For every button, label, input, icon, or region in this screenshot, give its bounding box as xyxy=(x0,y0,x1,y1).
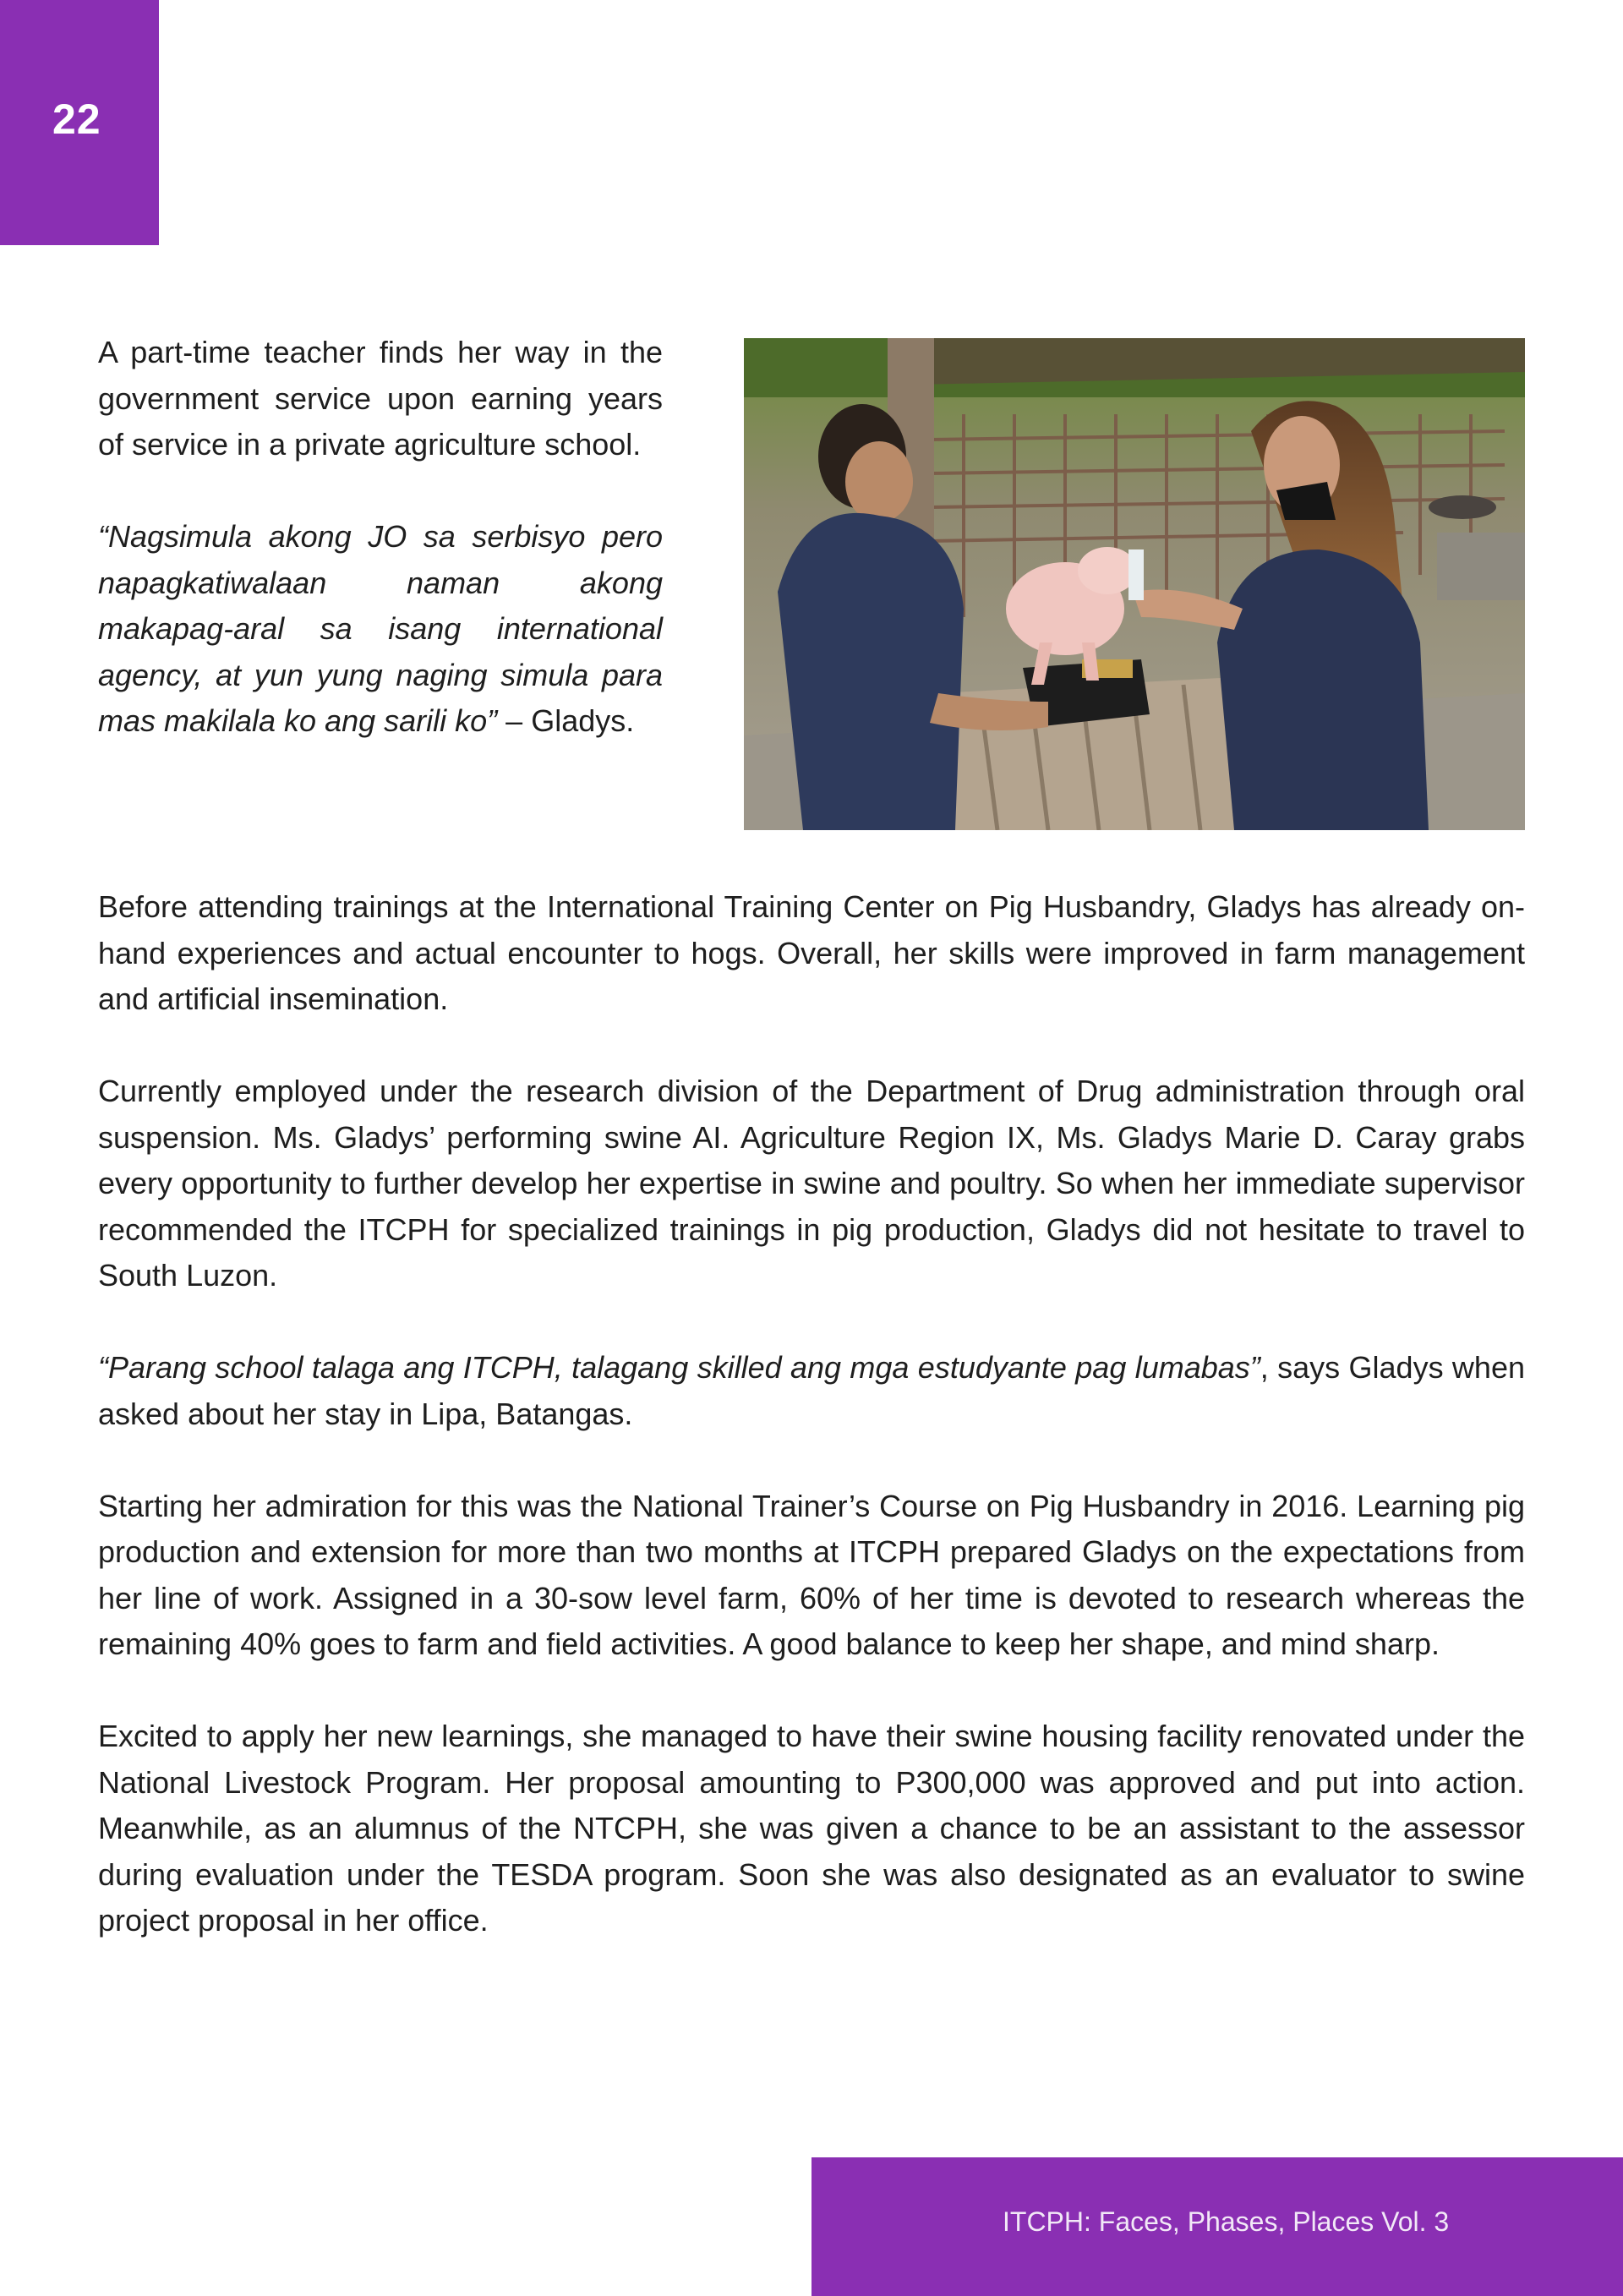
body-paragraph-2: Currently employed under the research division of the Department of Drug administration through oral suspension. Ms. Gladys’ performing swine AI. Agriculture Region IX, Ms. Gladys Marie D. Caray grabs every opportunity to further develop her expertise in swine and poultry. So when her immediate supervisor recommended the ITCPH for specialized trainings in pig production, Gladys did not hesitate to travel to South Luzon. xyxy=(98,1074,1525,1293)
intro-quote-attribution: – Gladys. xyxy=(497,703,635,738)
body-paragraph-3-quote: “Parang school talaga ang ITCPH, talagang skilled ang mga estudyante pag lumabas” xyxy=(98,1350,1260,1385)
feature-photo xyxy=(744,338,1525,830)
intro-quote-text: “Nagsimula akong JO sa serbisyo pero napagkatiwalaan naman akong makapag-aral sa isang international agency, at yun yung naging simula para mas makilala ko ang sarili ko” xyxy=(98,519,663,738)
intro-lead: A part-time teacher finds her way in the government service upon earning years of service in a private agriculture school. xyxy=(98,335,663,462)
body-paragraph-3-rest: , says Gladys when asked about her stay in Lipa, Batangas. xyxy=(98,1350,1525,1431)
page-number: 22 xyxy=(52,96,101,143)
body-paragraph-4: Starting her admiration for this was the National Trainer’s Course on Pig Husbandry in 2016. Learning pig production and extension for more than two months at ITCPH prepared Gladys on the expectations from her line of work. Assigned in a 30-sow level farm, 60% of her time is devoted to research whereas the remaining 40% goes to farm and field activities. A good balance to keep her shape, and mind sharp. xyxy=(98,1488,1525,1661)
intro-quote xyxy=(98,514,663,745)
body-paragraph-5: Excited to apply her new learnings, she managed to have their swine housing facility renovated under the National Livestock Program. Her proposal amounting to P300,000 was approved and put into action. Meanwhile, as an alumnus of the NTCPH, she was given a chance to be an assistant to the assessor during evaluation under the TESDA program. Soon she was also designated as an evaluator to swine project proposal in her office. xyxy=(98,1719,1525,1938)
body-paragraph-1: Before attending trainings at the International Training Center on Pig Husbandry, Gladys has already on-hand experiences and actual encounter to hogs. Overall, her skills were improved in farm management and artificial insemination. xyxy=(98,889,1525,1016)
footer-publication-title: ITCPH: Faces, Phases, Places Vol. 3 xyxy=(1003,2206,1450,2237)
intro-column xyxy=(98,330,663,745)
article-body xyxy=(98,884,1525,1990)
feature-photo-illustration xyxy=(744,338,1525,830)
body-paragraph-3 xyxy=(98,1345,1525,1437)
page-number-tab xyxy=(0,0,159,245)
footer-band xyxy=(812,2157,1623,2296)
